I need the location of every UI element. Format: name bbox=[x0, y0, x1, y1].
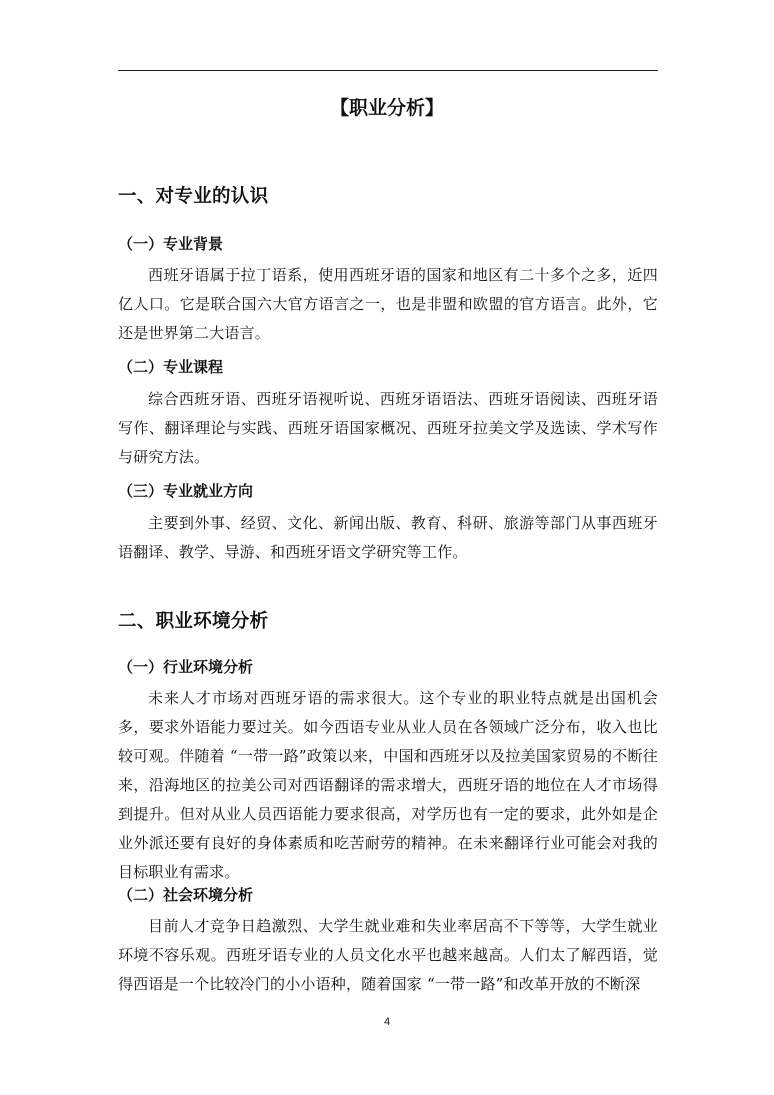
paragraph-industry: 未来人才市场对西班牙语的需求很大。这个专业的职业特点就是出国机会多，要求外语能力要过关。如今西语专业从业人员在各领域广泛分布，收入也比较可观。伴随着 “一带一路”政策以来，中国和西班牙以及拉美国家贸易的不断往来，沿海地区的拉美公司对西语翻译的需求增大，西班牙语的地位在人才市场得到提升。但对从业人员西语能力要求很高，对学历也有一定的要求，此外如是企业外派还要有良好的身体素质和吃苦耐劳的精神。在未来翻译行业可能会对我的目标职业有需求。 bbox=[118, 689, 658, 881]
header-rule bbox=[118, 70, 658, 71]
subsection-heading-social: （二）社会环境分析 bbox=[118, 886, 254, 904]
subsection-heading-background: （一）专业背景 bbox=[118, 235, 224, 253]
subsection-heading-industry: （一）行业环境分析 bbox=[118, 658, 254, 676]
section-heading-2: 二、职业环境分析 bbox=[118, 611, 269, 632]
document-title: 【职业分析】 bbox=[329, 97, 444, 119]
subsection-heading-employment: （三）专业就业方向 bbox=[118, 482, 254, 500]
page-number: 4 bbox=[383, 1016, 391, 1028]
subsection-heading-courses: （二）专业课程 bbox=[118, 358, 224, 376]
section-heading-1: 一、对专业的认识 bbox=[118, 186, 269, 207]
paragraph-employment: 主要到外事、经贸、文化、新闻出版、教育、科研、旅游等部门从事西班牙语翻译、教学、导游、和西班牙语文学研究等工作。 bbox=[118, 514, 658, 561]
paragraph-social: 目前人才竞争日趋激烈、大学生就业难和失业率居高不下等等，大学生就业环境不容乐观。西班牙语专业的人员文化水平也越来越高。人们太了解西语，觉得西语是一个比较冷门的小小语种，随着国家 “一带一路”和改革开放的不断深 bbox=[118, 917, 658, 993]
paragraph-courses: 综合西班牙语、西班牙语视听说、西班牙语语法、西班牙语阅读、西班牙语写作、翻译理论与实践、西班牙语国家概况、西班牙拉美文学及选读、学术写作与研究方法。 bbox=[118, 390, 658, 466]
paragraph-background: 西班牙语属于拉丁语系，使用西班牙语的国家和地区有二十多个之多，近四亿人口。它是联合国六大官方语言之一，也是非盟和欧盟的官方语言。此外，它还是世界第二大语言。 bbox=[118, 266, 658, 342]
